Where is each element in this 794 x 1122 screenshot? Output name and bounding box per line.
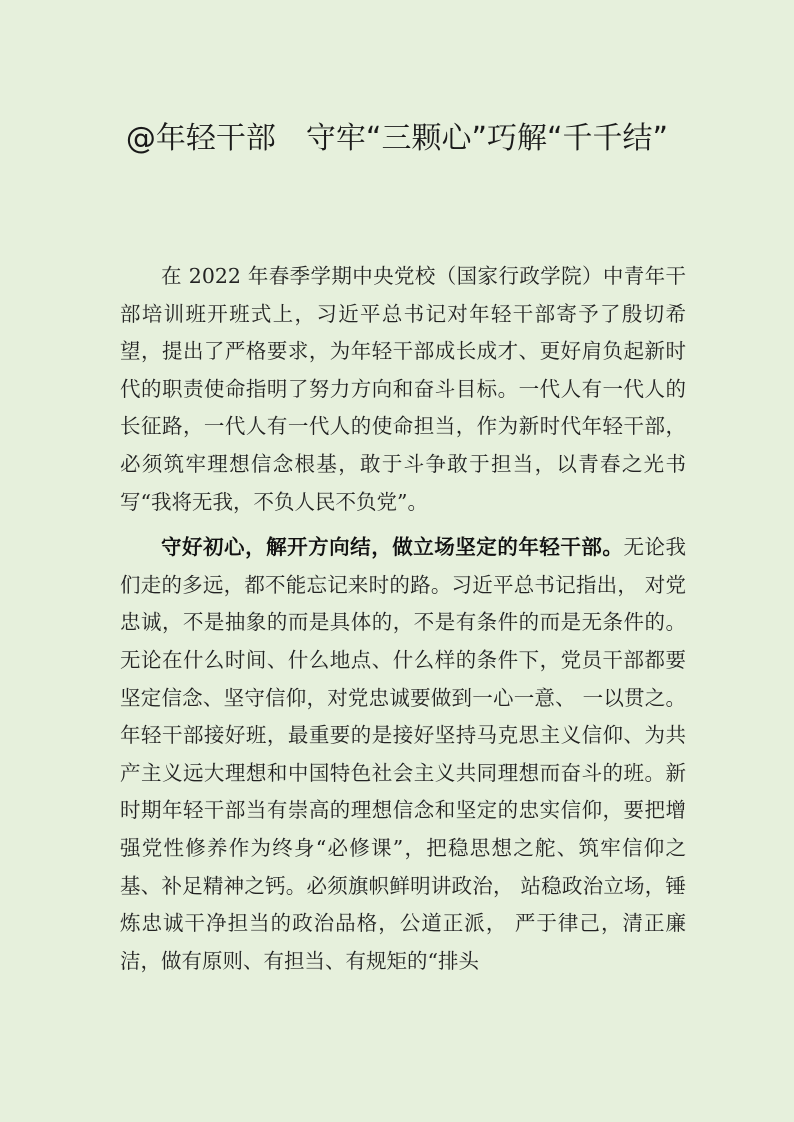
paragraph-text: 无论我们走的多远，都不能忘记来时的路。习近平总书记指出， 对党忠诚，不是抽象的而是具体的，不是有条件的而是无条件的。无论在什么时间、什么地点、什么样的条件下，党员干部都要坚定信念、坚守信仰，对党忠诚要做到一心一意、 一以贯之。年轻干部接好班，最重要的是接好坚持马克思主义信仰、为共产主义远大理想和中国特色社会主义共同理想而奋斗的班。新时期年轻干部当有崇高的理想信念和坚定的忠实信仰，要把增强党性修养作为终身“必修课”，把稳思想之舵、筑牢信仰之基、补足精神之钙。必须旗帜鲜明讲政治， 站稳政治立场，锤炼忠诚干净担当的政治品格，公道正派， 严于律己，清正廉洁，做有原则、有担当、有规矩的“排头 (120, 535, 687, 973)
document-body (120, 258, 686, 988)
paragraph-section-1 (120, 529, 686, 980)
paragraph-text: 在 2022 年春季学期中央党校（国家行政学院）中青年干部培训班开班式上，习近平总书记对年轻干部寄予了殷切希望，提出了严格要求，为年轻干部成长成才、更好肩负起新时代的职责使命指明了努力方向和奋斗目标。一代人有一代人的长征路，一代人有一代人的使命担当，作为新时代年轻干部，必须筑牢理想信念根基，敢于斗争敢于担当，以青春之光书写“我将无我，不负人民不负党”。 (120, 264, 686, 514)
document-title: @年轻干部 守牢“三颗心”巧解“千千结” (125, 121, 669, 156)
paragraph-intro (120, 258, 686, 521)
paragraph-lead-heading: 守好初心，解开方向结，做立场坚定的年轻干部。 (161, 535, 624, 560)
